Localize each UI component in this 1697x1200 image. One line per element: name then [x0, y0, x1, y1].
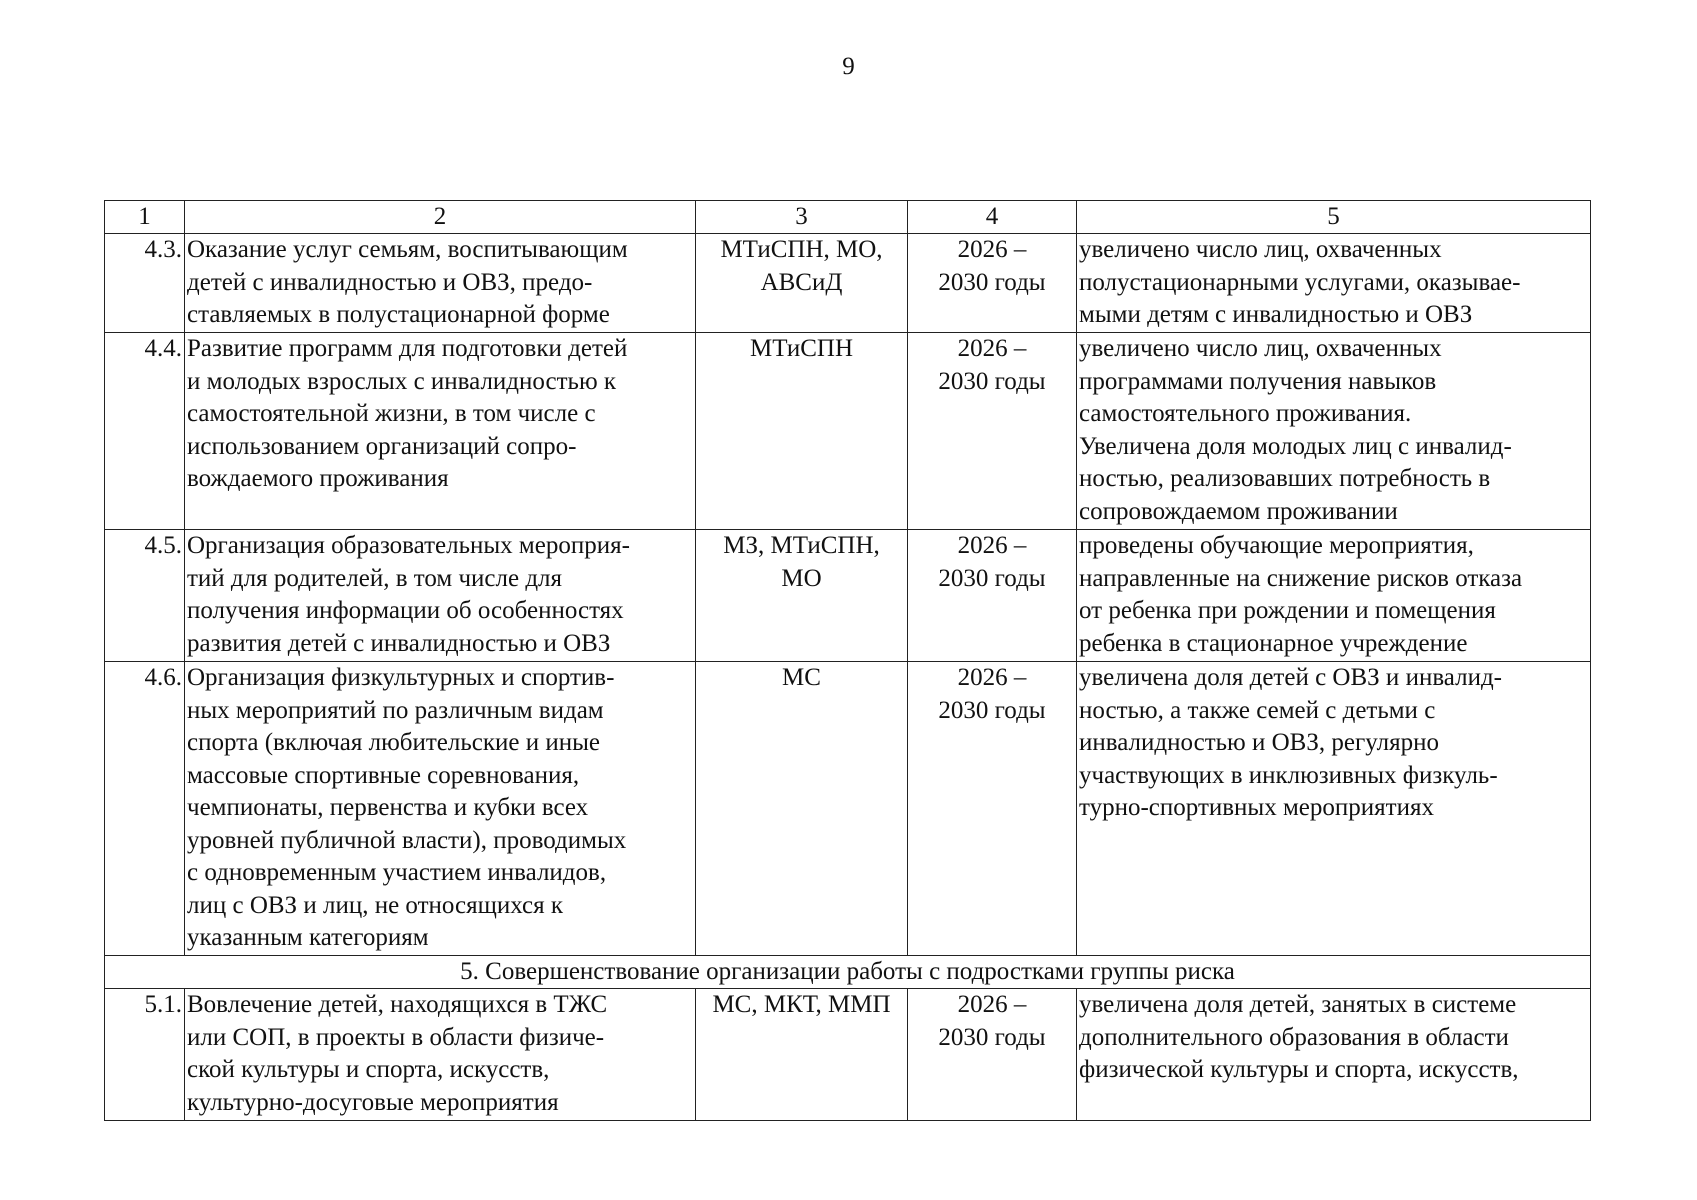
row-result: увеличена доля детей с ОВЗ и инвалид- ностью, а также семей с детьми с инвалидностью и ОВЗ, регулярно участвующих в инклюзивных физкуль- турно-спортивных мероприятиях	[1077, 662, 1591, 956]
section-header-row	[105, 956, 1591, 989]
row-period: 2026 – 2030 годы	[908, 530, 1077, 662]
header-cell-num: 1	[105, 201, 185, 234]
header-cell-responsible: 3	[696, 201, 908, 234]
row-result: увеличено число лиц, охваченных полустационарными услугами, оказывае- мыми детям с инвалидностью и ОВЗ	[1077, 234, 1591, 333]
header-cell-action: 2	[185, 201, 696, 234]
row-number: 5.1.	[105, 989, 185, 1121]
table-header-row	[105, 201, 1591, 234]
table-row	[105, 234, 1591, 333]
header-cell-period: 4	[908, 201, 1077, 234]
table-row	[105, 530, 1591, 662]
row-responsible: МТиСПН, МО, АВСиД	[696, 234, 908, 333]
row-number: 4.4.	[105, 333, 185, 530]
header-cell-result: 5	[1077, 201, 1591, 234]
row-action: Оказание услуг семьям, воспитывающим детей с инвалидностью и ОВЗ, предо- ставляемых в полустационарной форме	[185, 234, 696, 333]
row-action: Организация образовательных мероприя- тий для родителей, в том числе для получения информации об особенностях развития детей с инвалидностью и ОВЗ	[185, 530, 696, 662]
table-row	[105, 989, 1591, 1121]
page-number: 9	[842, 53, 855, 80]
section-title: 5. Совершенствование организации работы с подростками группы риска	[105, 956, 1591, 989]
row-action: Развитие программ для подготовки детей и молодых взрослых с инвалидностью к самостоятельной жизни, в том числе с использованием организаций сопро- вождаемого проживания	[185, 333, 696, 530]
row-action: Вовлечение детей, находящихся в ТЖС или СОП, в проекты в области физиче- ской культуры и спорта, искусств, культурно-досуговые мероприятия	[185, 989, 696, 1121]
row-responsible: МС	[696, 662, 908, 956]
row-responsible: МТиСПН	[696, 333, 908, 530]
row-period: 2026 – 2030 годы	[908, 333, 1077, 530]
row-responsible: МЗ, МТиСПН, МО	[696, 530, 908, 662]
row-result: увеличено число лиц, охваченных программами получения навыков самостоятельного проживания. Увеличена доля молодых лиц с инвалид- ностью, реализовавших потребность в сопровождаемом проживании	[1077, 333, 1591, 530]
row-result: проведены обучающие мероприятия, направленные на снижение рисков отказа от ребенка при рождении и помещения ребенка в стационарное учреждение	[1077, 530, 1591, 662]
table-row	[105, 333, 1591, 530]
row-responsible: МС, МКТ, ММП	[696, 989, 908, 1121]
row-number: 4.3.	[105, 234, 185, 333]
measures-table	[104, 200, 1591, 1121]
row-period: 2026 – 2030 годы	[908, 234, 1077, 333]
table-row	[105, 662, 1591, 956]
row-period: 2026 – 2030 годы	[908, 989, 1077, 1121]
row-action: Организация физкультурных и спортив- ных мероприятий по различным видам спорта (включая любительские и иные массовые спортивные соревнования, чемпионаты, первенства и кубки всех уровней публичной власти), проводимых с одновременным участием инвалидов, лиц с ОВЗ и лиц, не относящихся к указанным категориям	[185, 662, 696, 956]
row-period: 2026 – 2030 годы	[908, 662, 1077, 956]
row-number: 4.6.	[105, 662, 185, 956]
row-number: 4.5.	[105, 530, 185, 662]
row-result: увеличена доля детей, занятых в системе дополнительного образования в области физической культуры и спорта, искусств,	[1077, 989, 1591, 1121]
